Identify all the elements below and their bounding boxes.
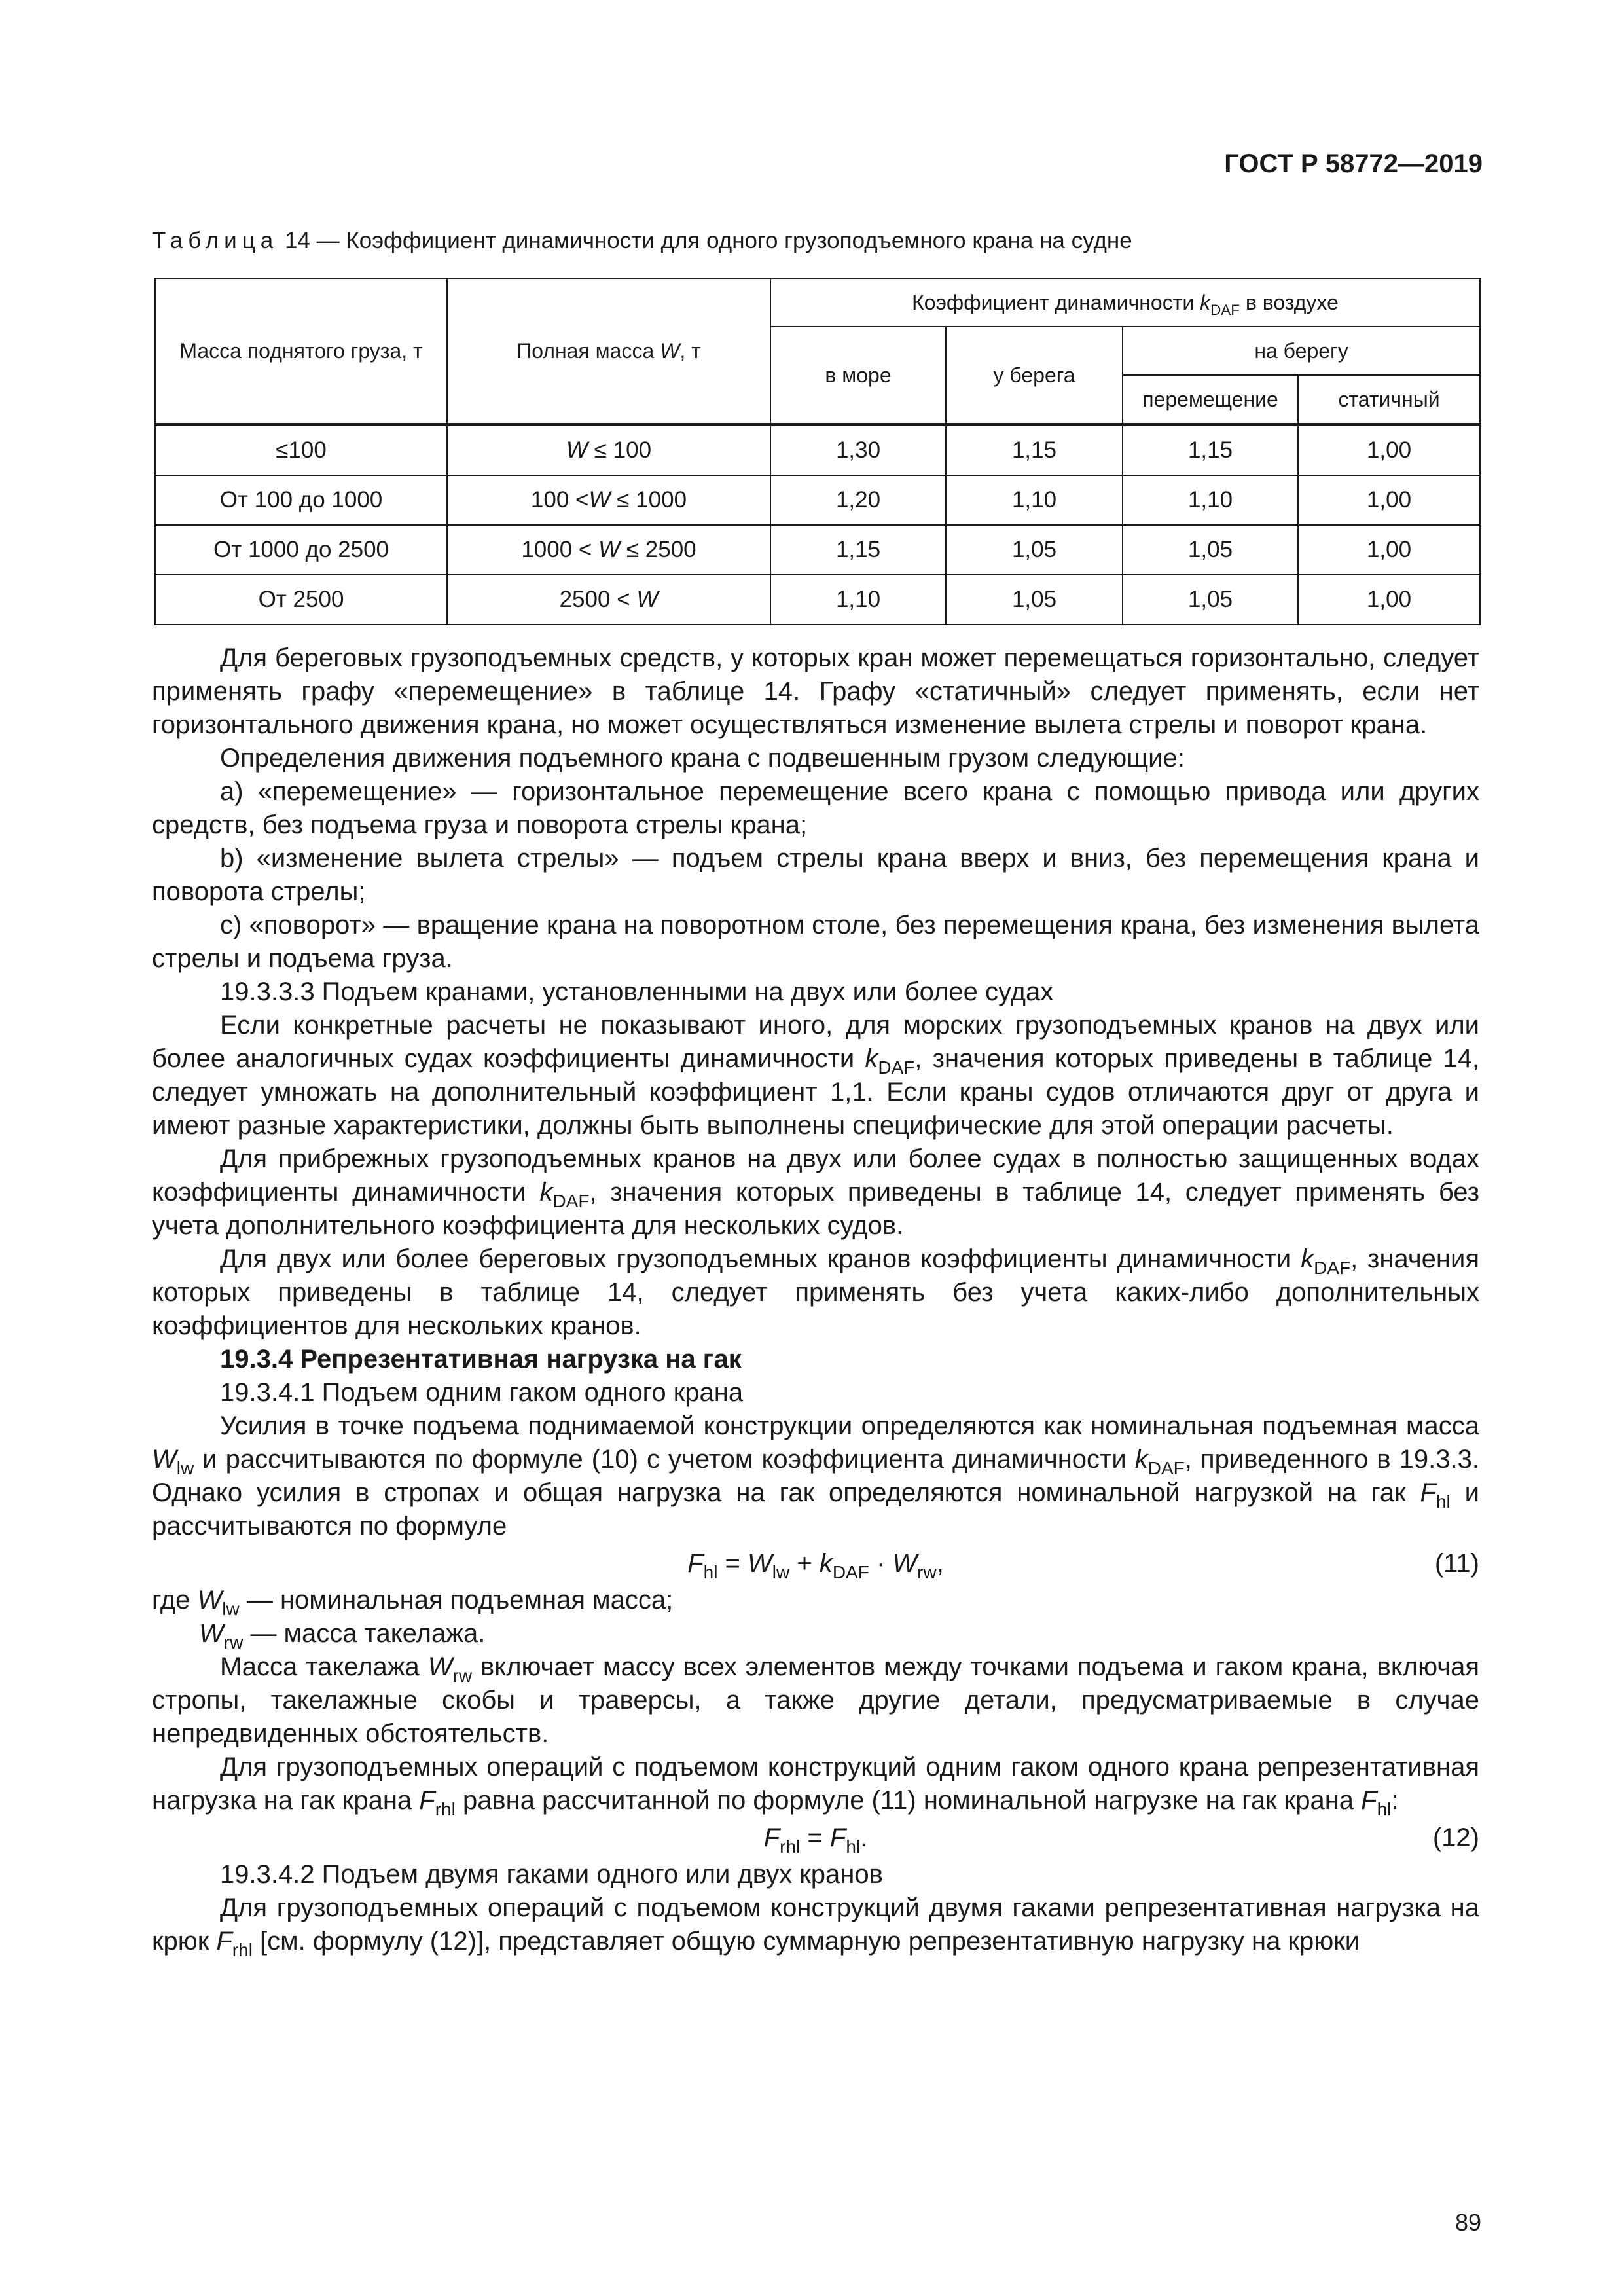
cell-sea: 1,10 <box>770 575 946 625</box>
list-item: b) «изменение вылета стрелы» — подъем стрелы крана вверх и вниз, без перемещения крана и поворота стрелы; <box>152 844 1479 906</box>
cell-sea: 1,15 <box>770 525 946 575</box>
cell-shore: 1,15 <box>946 425 1123 476</box>
cell-sea: 1,30 <box>770 425 946 476</box>
section-heading: 19.3.4 Репрезентативная нагрузка на гак <box>220 1345 742 1374</box>
standard-header: ГОСТ Р 58772—2019 <box>1224 149 1483 178</box>
header-cell-full-mass: Полная масса W, т <box>447 278 770 425</box>
cell-static: 1,00 <box>1298 525 1480 575</box>
formula-11 <box>152 1543 1479 1584</box>
where-clause: где $W_{lw}$ — номинальная подъемная масса; <box>152 1586 674 1619</box>
cell-full-mass: 100 <W ≤ 1000 <box>447 475 770 525</box>
cell-mass: От 1000 до 2500 <box>155 525 447 575</box>
table-header-row <box>155 278 1480 327</box>
formula-number: (12) <box>1432 1823 1479 1852</box>
paragraph: Определения движения подъемного крана с подвешенным грузом следующие: <box>220 744 1185 773</box>
page-number: 89 <box>1454 2209 1481 2236</box>
cell-shore: 1,05 <box>946 525 1123 575</box>
formula-expression: $F_{rhl} = F_{hl}$. <box>763 1823 868 1857</box>
header-cell-shore: у берега <box>946 327 1123 425</box>
list-item: c) «поворот» — вращение крана на поворотном столе, без перемещения крана, без изменения вылета стрелы и подъема груза. <box>152 911 1479 973</box>
header-cell-coefficient: Коэффициент динамичности $k_{DAF}$ в воздухе <box>770 278 1480 327</box>
cell-mass: От 2500 <box>155 575 447 625</box>
header-cell-static: статичный <box>1298 375 1480 425</box>
cell-full-mass: 1000 < W ≤ 2500 <box>447 525 770 575</box>
list-item: а) «перемещение» — горизонтальное перемещение всего крана с помощью привода или других средств, без подъема груза и поворота стрелы крана; <box>152 777 1479 839</box>
cell-move: 1,15 <box>1123 425 1298 476</box>
paragraph: Для прибрежных грузоподъемных кранов на двух или более судах в полностью защищенных водах коэффициенты динамичности $k_{DAF}$, значения которых приведены в таблице 14, следует применять без учета дополнительного коэффициента для нескольких судов. <box>152 1144 1480 1240</box>
cell-static: 1,00 <box>1298 475 1480 525</box>
table-caption <box>152 228 1132 254</box>
formula-12 <box>152 1817 1479 1858</box>
paragraph: Если конкретные расчеты не показывают иного, для морских грузоподъемных кранов на двух или более аналогичных судах коэффициенты динамичности $k_{DAF}$, значения которых приведены в таблице 14, следует умножать на дополнительный коэффициент 1,1. Если краны судов отличаются друг от друга и имеют разные характеристики, должны быть выполнены специфические для этой операции расчеты. <box>152 1011 1479 1140</box>
header-cell-move: перемещение <box>1123 375 1298 425</box>
table-row <box>155 575 1480 625</box>
table-row <box>155 525 1480 575</box>
formula-number: (11) <box>1434 1549 1479 1578</box>
paragraph: Усилия в точке подъема поднимаемой конструкции определяются как номинальная подъемная масса $W_{lw}$ и рассчитываются по формуле (10) с учетом коэффициента динамичности $k_{DAF}$, приведенного в 19.3.3. Однако усилия в стропах и общая нагрузка на гак определяются номинальной нагрузкой на гак $F_{hl}$ и рассчитываются по формуле <box>152 1412 1480 1540</box>
cell-move: 1,10 <box>1123 475 1298 525</box>
paragraph: Для грузоподъемных операций с подъемом конструкций одним гаком одного крана репрезентативная нагрузка на гак крана $F_{rhl}$ равна рассчитанной по формуле (11) номинальной нагрузке на гак крана $F_{hl}$: <box>152 1753 1479 1819</box>
header-cell-sea: в море <box>770 327 946 425</box>
paragraph: Для грузоподъемных операций с подъемом конструкций двумя гаками репрезентативная нагрузка на крюк $F_{rhl}$ [см. формулу (12)], представляет общую суммарную репрезентативную нагрузку на крюки <box>152 1893 1479 1960</box>
paragraph: Для береговых грузоподъемных средств, у которых кран может перемещаться горизонтально, следует применять графу «перемещение» в таблице 14. Графу «статичный» следует применять, если нет горизонтального движения крана, но может осуществляться изменение вылета стрелы и поворот крана. <box>152 644 1479 739</box>
cell-full-mass: W ≤ 100 <box>447 425 770 476</box>
coefficient-table <box>154 278 1481 625</box>
cell-move: 1,05 <box>1123 525 1298 575</box>
paragraph: Масса такелажа $W_{rw}$ включает массу всех элементов между точками подъема и гаком крана, включая стропы, такелажные скобы и траверсы, а также другие детали, предусматриваемые в случае непредвиденных обстоятельств. <box>152 1652 1480 1748</box>
paragraph: Для двух или более береговых грузоподъемных кранов коэффициенты динамичности $k_{DAF}$, значения которых приведены в таблице 14, следует применять без учета каких-либо дополнительных коэффициентов для нескольких кранов. <box>152 1245 1480 1340</box>
header-cell-onshore: на берегу <box>1123 327 1480 375</box>
table-caption-label: Таблица <box>152 228 279 253</box>
cell-shore: 1,10 <box>946 475 1123 525</box>
formula-expression: $F_{hl} = W_{lw} + k_{DAF} \cdot W_{rw}$, <box>687 1549 944 1582</box>
cell-static: 1,00 <box>1298 575 1480 625</box>
cell-full-mass: 2500 < W <box>447 575 770 625</box>
section-heading: 19.3.4.1 Подъем одним гаком одного крана <box>220 1378 744 1407</box>
body-text <box>152 642 1479 1958</box>
table-caption-text: 14 — Коэффициент динамичности для одного грузоподъемного крана на судне <box>284 228 1132 253</box>
header-cell-mass: Масса поднятого груза, т <box>155 278 447 425</box>
table-row <box>155 425 1480 476</box>
section-heading: 19.3.4.2 Подъем двумя гаками одного или двух кранов <box>220 1860 883 1889</box>
cell-mass: ≤100 <box>155 425 447 476</box>
cell-static: 1,00 <box>1298 425 1480 476</box>
cell-mass: От 100 до 1000 <box>155 475 447 525</box>
section-heading: 19.3.3.3 Подъем кранами, установленными на двух или более судах <box>220 977 1054 1006</box>
table-row <box>155 475 1480 525</box>
cell-sea: 1,20 <box>770 475 946 525</box>
cell-shore: 1,05 <box>946 575 1123 625</box>
where-clause: $W_{rw}$ — масса такелажа. <box>199 1619 486 1652</box>
cell-move: 1,05 <box>1123 575 1298 625</box>
